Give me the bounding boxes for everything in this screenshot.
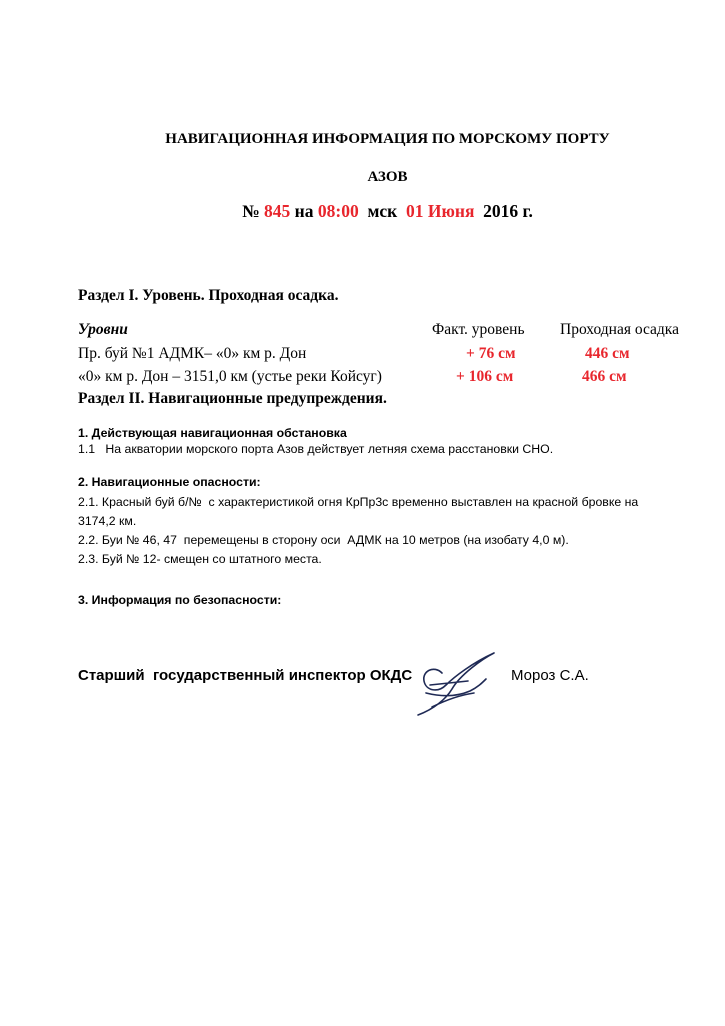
col-fact-header: Факт. уровень	[432, 321, 525, 338]
col-levels-header: Уровни	[78, 321, 128, 338]
bulletin-date: 01 Июня	[406, 201, 475, 221]
sub1-title: 1. Действующая навигационная обстановка	[78, 426, 347, 440]
port-name: АЗОВ	[367, 169, 408, 185]
bulletin-time: 08:00	[317, 201, 359, 221]
bulletin-number-line	[0, 201, 725, 222]
bulletin-number: 845	[264, 201, 291, 221]
level-row-fact: + 76 см	[466, 345, 516, 362]
signatory-position: Старший государственный инспектор ОКДС	[78, 667, 413, 684]
sub2-title: 2. Навигационные опасности:	[78, 475, 261, 489]
section1-heading: Раздел I. Уровень. Проходная осадка.	[78, 287, 339, 304]
sub2-item: 2.3. Буй № 12- смещен со штатного места.	[78, 552, 322, 566]
level-row-draft: 466 см	[582, 368, 627, 385]
number-prefix: №	[242, 201, 265, 221]
document-title: НАВИГАЦИОННАЯ ИНФОРМАЦИЯ ПО МОРСКОМУ ПОРТУ	[165, 131, 610, 147]
section2-heading: Раздел II. Навигационные предупреждения.	[78, 390, 387, 407]
sub2-item: 2.2. Буи № 46, 47 перемещены в сторону оси АДМК на 10 метров (на изобату 4,0 м).	[78, 533, 569, 547]
level-row-place: «0» км р. Дон – 3151,0 км (устье реки Койсуг)	[78, 368, 382, 385]
msk-word: мск	[358, 201, 406, 221]
signatory-name: Мороз С.А.	[511, 667, 589, 684]
sub2-item: 3174,2 км.	[78, 514, 137, 528]
handwritten-signature	[412, 645, 504, 720]
at-word: на	[290, 201, 318, 221]
sub2-item: 2.1. Красный буй б/№ с характеристикой огня КрПр3с временно выставлен на красной бровке на	[78, 495, 639, 509]
level-row-fact: + 106 см	[456, 368, 514, 385]
level-row-draft: 446 см	[585, 345, 630, 362]
level-row-place: Пр. буй №1 АДМК– «0» км р. Дон	[78, 345, 307, 362]
sub1-item: 1.1 На акватории морского порта Азов действует летняя схема расстановки СНО.	[78, 442, 554, 456]
bulletin-year: 2016 г.	[474, 201, 533, 221]
col-draft-header: Проходная осадка	[560, 321, 679, 338]
sub3-title: 3. Информация по безопасности:	[78, 593, 282, 607]
